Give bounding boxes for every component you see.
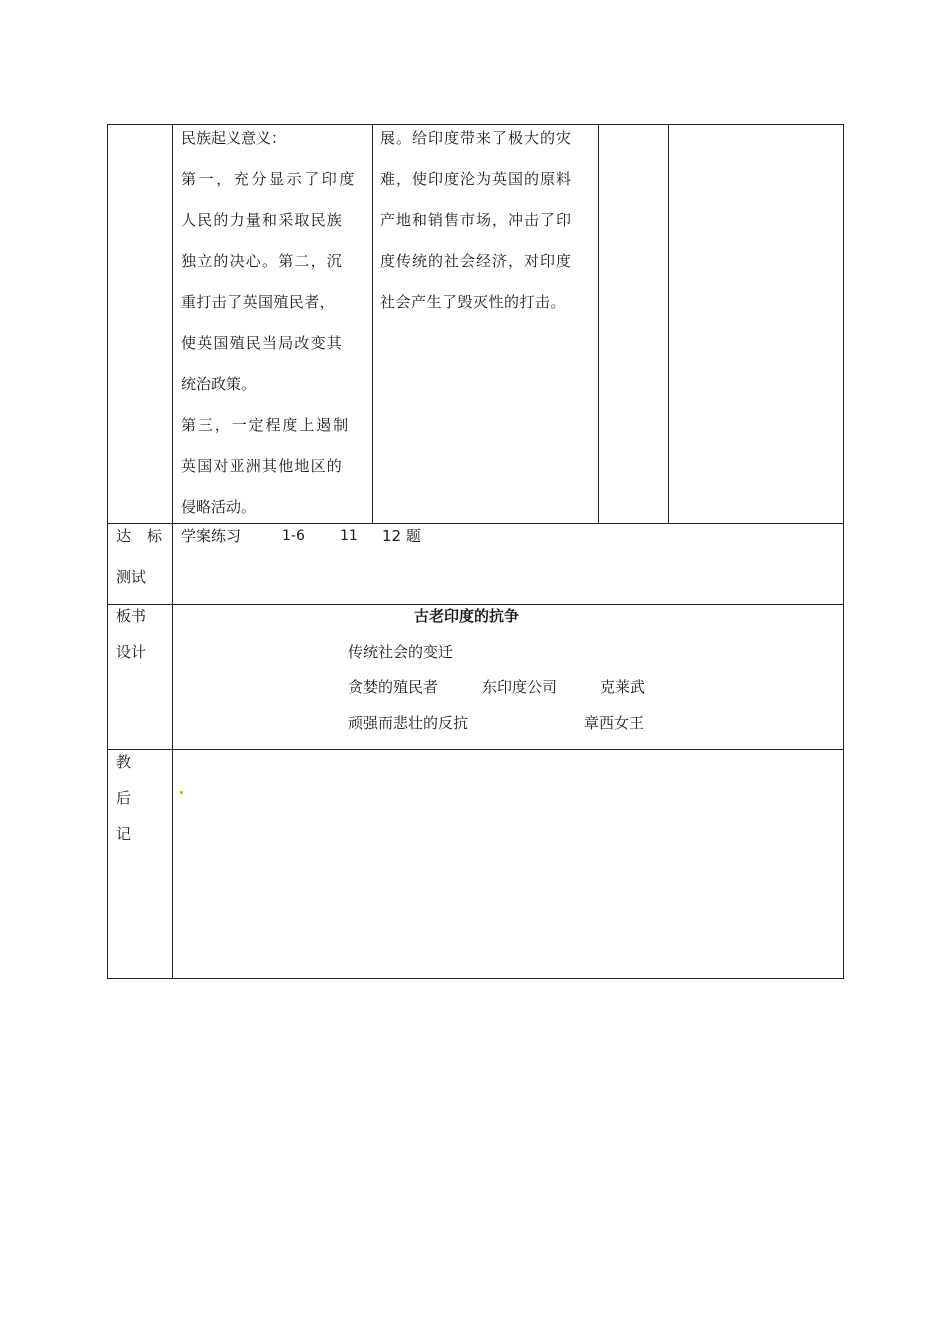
test-content-range: 1-6 — [282, 528, 305, 544]
col-divider-1 — [172, 125, 173, 979]
board-line-2-part-3: 克莱武 — [600, 678, 646, 696]
text-line: 侵略活动。 — [181, 498, 257, 516]
text-line: 英国对亚洲其他地区的 — [181, 457, 344, 475]
test-label-char-2: 标 — [147, 527, 163, 545]
board-label-line-2: 设计 — [116, 643, 147, 661]
reflection-label-char-2: 后 — [116, 789, 132, 807]
text-line: 度传统的社会经济，对印度 — [380, 252, 573, 270]
board-line-1: 传统社会的变迁 — [348, 643, 454, 661]
text-line: 独立的决心。第二，沉 — [181, 252, 344, 270]
colonial-impact-text — [380, 126, 592, 331]
board-label-line-1: 板书 — [116, 607, 147, 625]
row-divider-2 — [108, 604, 844, 605]
board-line-3-part-2: 章西女王 — [584, 714, 645, 732]
text-line: 第三，一定程度上遏制 — [181, 416, 351, 434]
test-label-char-1: 达 — [116, 527, 132, 545]
stray-mark — [180, 791, 183, 794]
test-content-title: 学案练习 — [181, 527, 242, 545]
test-label-line-2: 测试 — [116, 568, 147, 586]
text-line: 人民的力量和采取民族 — [181, 211, 344, 229]
test-content-item-12: 12 题 — [382, 527, 421, 545]
text-line: 展。给印度带来了极大的灾 — [380, 129, 573, 147]
text-line: 统治政策。 — [181, 375, 257, 393]
text-line: 重打击了英国殖民者， — [181, 293, 336, 311]
board-title: 古老印度的抗争 — [414, 607, 520, 625]
row-divider-3 — [108, 749, 844, 750]
board-line-2-part-1: 贪婪的殖民者 — [348, 678, 439, 696]
text-line: 民族起义意义： — [181, 129, 287, 147]
text-line: 社会产生了毁灭性的打击。 — [380, 293, 567, 311]
text-line: 产地和销售市场，冲击了印 — [380, 211, 573, 229]
board-line-2-part-2: 东印度公司 — [482, 678, 558, 696]
reflection-label-char-1: 教 — [116, 753, 132, 771]
text-line: 难，使印度沦为英国的原料 — [380, 170, 573, 188]
text-line: 使英国殖民当局改变其 — [181, 334, 344, 352]
reflection-label-char-3: 记 — [116, 825, 132, 843]
col-divider-4 — [668, 125, 669, 523]
test-content-item-11: 11 — [340, 528, 358, 544]
col-divider-3 — [598, 125, 599, 523]
col-divider-2 — [372, 125, 373, 523]
uprising-significance-text — [181, 126, 363, 536]
board-line-3-part-1: 顽强而悲壮的反抗 — [348, 714, 469, 732]
text-line: 第一，充分显示了印度 — [181, 170, 358, 188]
